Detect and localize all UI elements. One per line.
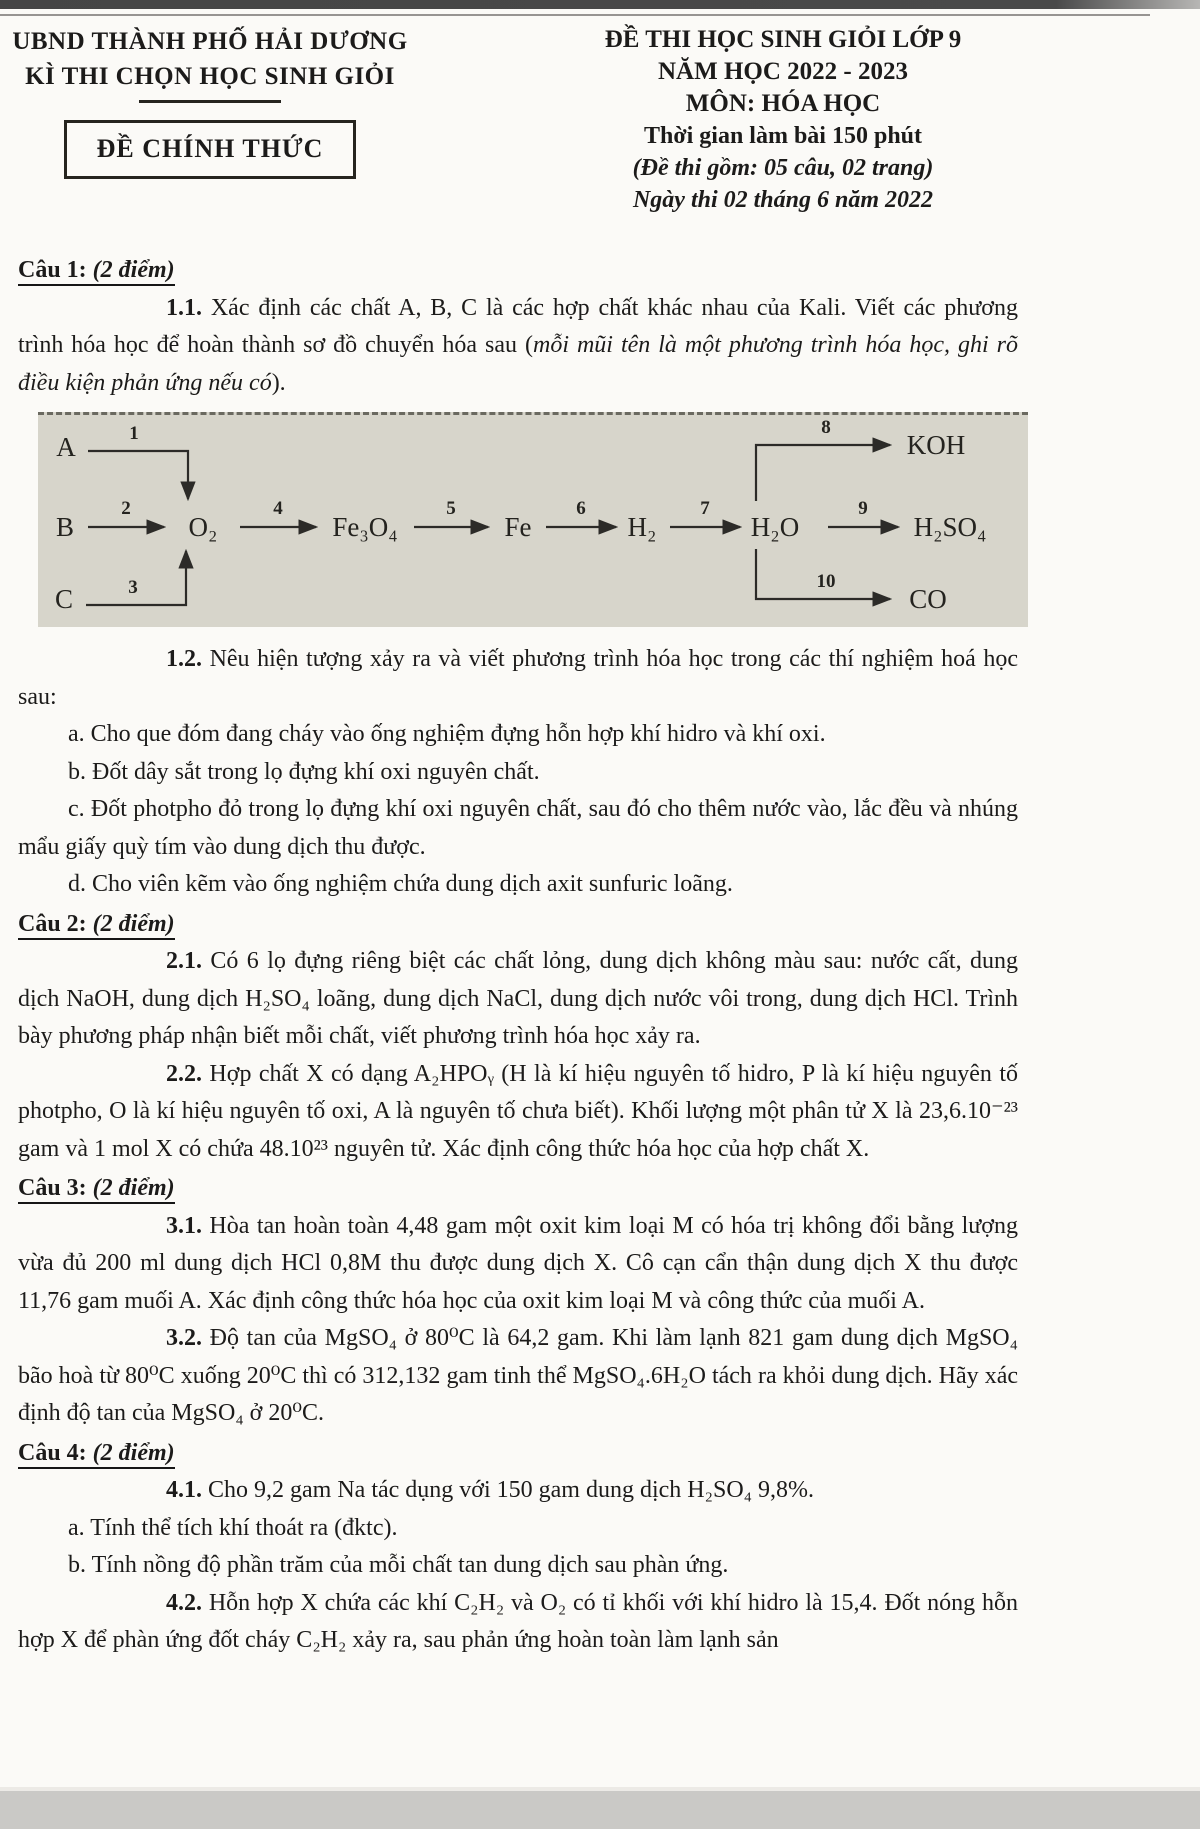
node-co: CO xyxy=(909,584,947,614)
header-right-block xyxy=(558,24,1008,216)
conversion-scheme-diagram xyxy=(38,412,1028,627)
section-2-heading xyxy=(18,906,1018,944)
question-4-2 xyxy=(18,1585,1018,1660)
school-year: NĂM HỌC 2022 - 2023 xyxy=(658,58,908,85)
question-1-1-italic-note: mỗi mũi tên là một phương trình hóa học, ghi rõ điều kiện phản ứng nếu có xyxy=(18,332,1018,396)
scan-top-rule xyxy=(0,14,1150,16)
scan-top-edge xyxy=(0,0,1200,9)
question-3-2 xyxy=(18,1320,1018,1433)
arrow-4-label: 4 xyxy=(273,498,283,519)
exam-date: Ngày thi 02 tháng 6 năm 2022 xyxy=(632,187,934,213)
arrow-3-label: 3 xyxy=(128,577,138,598)
question-2-1 xyxy=(18,943,1018,1056)
question-3-1-text: Hòa tan hoàn toàn 4,48 gam một oxit kim loại M có hóa trị không đổi bằng lượng vừa đủ 200 ml dung dịch HCl 0,8M thu được dung dịch X. Cô cạn cẩn thận dung dịch X thu được 11,76 gam muối A. Xác định công thức hóa học của oxit kim loại M và công thức của muối A. xyxy=(18,1212,1018,1314)
exam-header xyxy=(0,18,1200,250)
question-4-2-text: Hỗn hợp X chứa các khí C₂H₂ và O₂ có tỉ khối với khí hidro là 15,4. Đốt nóng hỗn hợp X để phàn ứng đốt cháy C₂H₂ xảy ra, sau phản ứng hoàn toàn làm lạnh sản xyxy=(18,1589,1018,1653)
question-4-1-item-a: a. Tính thể tích khí thoát ra (đktc). xyxy=(68,1514,398,1541)
section-3-label: Câu 3: xyxy=(18,1175,87,1201)
node-h2so4: H₂SO₄ xyxy=(913,512,987,542)
question-4-2-label: 4.2. xyxy=(166,1589,202,1616)
question-1-1-label: 1.1. xyxy=(166,294,202,321)
arrow-8-label: 8 xyxy=(821,417,831,438)
question-1-2-text: Nêu hiện tượng xảy ra và viết phương trình hóa học trong các thí nghiệm hoá học sau: xyxy=(18,646,1018,710)
section-3-points: (2 điểm) xyxy=(86,1175,175,1201)
section-4-heading xyxy=(18,1435,1018,1473)
subject-name: MÔN: HÓA HỌC xyxy=(685,90,881,117)
experiment-item-c: c. Đốt photpho đỏ trong lọ đựng khí oxi nguyên chất, sau đó cho thêm nước vào, lắc đều và nhúng mẩu giấy quỳ tím vào dung dịch thu được. xyxy=(18,796,1018,860)
section-3-heading xyxy=(18,1170,1018,1208)
question-2-2-label: 2.2. xyxy=(166,1060,202,1087)
node-fe: Fe xyxy=(504,512,532,542)
section-1-points: (2 điểm) xyxy=(86,257,175,283)
scan-bottom-edge xyxy=(0,1791,1200,1829)
node-o2: O₂ xyxy=(188,512,218,542)
experiment-item-a: a. Cho que đóm đang cháy vào ống nghiệm đựng hỗn hợp khí hidro và khí oxi. xyxy=(68,721,826,747)
question-3-1-label: 3.1. xyxy=(166,1212,202,1239)
official-exam-stamp: ĐỀ CHÍNH THỨC xyxy=(64,120,357,179)
question-1-1-text: Xác định các chất A, B, C là các hợp chất khác nhau của Kali. Viết các phương trình hóa học để hoàn thành sơ đồ chuyển hóa sau ( xyxy=(18,294,1018,358)
node-substance-c: C xyxy=(54,584,74,614)
node-koh: KOH xyxy=(906,430,966,460)
arrow-7-label: 7 xyxy=(700,498,710,519)
node-h2o: H₂O xyxy=(750,512,800,542)
conversion-scheme-svg xyxy=(38,415,1028,627)
arrow-9-label: 9 xyxy=(858,498,868,519)
question-3-2-label: 3.2. xyxy=(166,1325,202,1351)
arrow-1-label: 1 xyxy=(129,423,139,444)
question-4-1-text: Cho 9,2 gam Na tác dụng với 150 gam dung dịch H₂SO₄ 9,8%. xyxy=(202,1477,815,1503)
arrow-6-label: 6 xyxy=(576,498,586,519)
question-2-1-text: Có 6 lọ đựng riêng biệt các chất lỏng, dung dịch không màu sau: nước cất, dung dịch NaOH, dung dịch H₂SO₄ loãng, dung dịch NaCl, dung dịch nước vôi trong, dung dịch HCl. Trình bày phương pháp nhận biết mỗi chất, viết phương trình hóa học xảy ra. xyxy=(18,948,1018,1049)
question-2-2-text: Hợp chất X có dạng A₂HPOᵧ (H là kí hiệu nguyên tố hidro, P là kí hiệu nguyên tố photpho, O là kí hiệu nguyên tố oxi, A là nguyên tố chưa biết). Khối lượng một phân tử X là 23,6.10⁻²³ gam và 1 mol X có chứa 48.10²³ nguyên tử. Xác định công thức hóa học của hợp chất X. xyxy=(18,1060,1018,1162)
exam-title: ĐỀ THI HỌC SINH GIỎI LỚP 9 xyxy=(604,26,962,53)
node-substance-b: B xyxy=(55,512,75,542)
exam-duration: Thời gian làm bài 150 phút xyxy=(643,123,923,149)
arrow-1-path xyxy=(88,451,188,499)
arrow-8-path xyxy=(756,445,890,501)
experiment-item-d: d. Cho viên kẽm vào ống nghiệm chứa dung dịch axit sunfuric loãng. xyxy=(68,871,733,897)
question-1-2-label: 1.2. xyxy=(166,646,202,672)
header-left-block xyxy=(0,28,420,179)
question-3-2-text: Độ tan của MgSO₄ ở 80⁰C là 64,2 gam. Khi làm lạnh 821 gam dung dịch MgSO₄ bão hoà từ 80⁰C xuống 20⁰C thì có 312,132 gam tinh thể MgSO₄.6H₂O tách ra khỏi dung dịch. Hãy xác định độ tan của MgSO₄ ở 20⁰C. xyxy=(18,1325,1018,1426)
exam-body xyxy=(18,250,1018,1660)
question-2-1-label: 2.1. xyxy=(166,948,202,974)
arrow-2-label: 2 xyxy=(121,498,131,519)
question-2-2 xyxy=(18,1056,1018,1169)
section-2-points: (2 điểm) xyxy=(86,910,175,937)
section-2-label: Câu 2: xyxy=(18,910,87,937)
question-4-1-label: 4.1. xyxy=(166,1477,202,1503)
section-1-label: Câu 1: xyxy=(18,257,87,283)
question-1-1-text-end: ). xyxy=(271,369,286,396)
question-4-1-item-b: b. Tính nồng độ phần trăm của mỗi chất tan dung dịch sau phàn ứng. xyxy=(68,1552,729,1578)
question-4-1 xyxy=(18,1472,1018,1510)
arrow-5-label: 5 xyxy=(446,498,456,519)
issuing-authority: UBND THÀNH PHỐ HẢI DƯƠNG xyxy=(12,28,408,55)
question-3-1 xyxy=(18,1208,1018,1321)
node-fe3o4: Fe₃O₄ xyxy=(332,512,398,542)
arrow-10-label: 10 xyxy=(816,571,836,592)
experiment-item-b: b. Đốt dây sắt trong lọ đựng khí oxi nguyên chất. xyxy=(68,758,540,785)
question-1-1 xyxy=(18,290,1018,403)
section-4-label: Câu 4: xyxy=(18,1439,87,1466)
question-1-2 xyxy=(18,641,1018,716)
section-1-heading xyxy=(18,252,1018,290)
node-substance-a: A xyxy=(56,432,76,462)
exam-pages-note: (Đề thi gồm: 05 câu, 02 trang) xyxy=(632,155,934,181)
section-4-points: (2 điểm) xyxy=(86,1439,175,1466)
node-h2: H₂ xyxy=(627,512,657,542)
exam-board-name: KÌ THI CHỌN HỌC SINH GIỎI xyxy=(25,63,395,90)
